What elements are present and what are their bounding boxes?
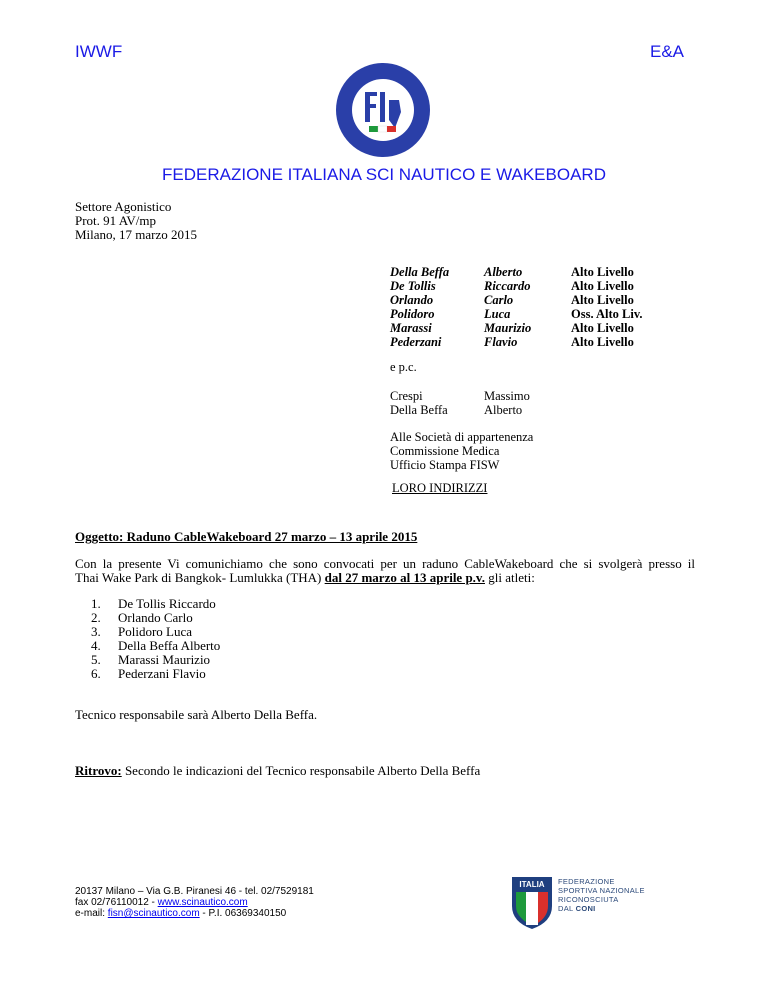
subject-line: Oggetto: Raduno CableWakeboard 27 marzo – 13 aprile 2015 [75,529,418,544]
body-dates: dal 27 marzo al 13 aprile p.v. [324,570,485,585]
cc-surnames [390,389,448,417]
list-item: 4. Della Beffa Alberto [91,638,221,653]
sender-office: Settore Agonistico [75,199,172,214]
list-item: 2. Orlando Carlo [91,610,193,625]
list-item: 3. Polidoro Luca [91,624,193,639]
body-paragraph [75,557,695,585]
cc-name: Massimo [484,389,530,403]
recipient-surname: Marassi [390,321,432,335]
recipient-name: Maurizio [484,321,532,335]
fisw-logo-graphic [333,60,433,160]
footer-contacts [75,886,314,919]
list-item: 6. Pederzani Flavio [91,666,206,681]
meeting-text: Secondo le indicazioni del Tecnico responsabile Alberto Della Beffa [121,763,481,778]
addresses-label: LORO INDIRIZZI [392,481,488,495]
recipient-level: Alto Livello [571,293,634,307]
body-line-1: Con la presente Vi comunichiamo che sono convocati per un raduno CableWakeboard che si svolgerà presso il [75,556,695,571]
footer-address: 20137 Milano – Via G.B. Piranesi 46 - tel. 02/7529181 [75,886,314,897]
sender-block [75,200,197,242]
cc-name: Alberto [484,403,523,417]
recipient-name: Riccardo [484,279,531,293]
recipients-names [484,265,531,349]
recipient-surname: De Tollis [390,279,436,293]
fisw-logo [333,60,433,160]
athletes-list [91,597,220,681]
footer-email-line: e-mail: fisn@scinautico.com - P.I. 06369340150 [75,908,287,919]
other-recipient: Ufficio Stampa FISW [390,458,500,472]
recipient-level: Alto Livello [571,321,634,335]
recipient-name: Luca [484,307,511,321]
meeting-label: Ritrovo: [75,763,122,778]
coni-shield-logo [511,876,553,930]
other-recipients [390,430,533,472]
federation-title: FEDERAZIONE ITALIANA SCI NAUTICO E WAKEBOARD [162,165,606,184]
recipient-surname: Della Beffa [390,265,450,279]
header-right: E&A [650,42,685,61]
sender-protocol: Prot. 91 AV/mp [75,213,157,228]
list-item: 5. Marassi Maurizio [91,652,211,667]
recipient-level: Alto Livello [571,279,634,293]
footer-fax-line: fax 02/76110012 - www.scinautico.com [75,897,248,908]
italia-badge-text: ITALIA [519,880,545,889]
recipient-name: Alberto [484,265,523,279]
recipient-level: Alto Livello [571,265,634,279]
recipients-levels [571,265,643,349]
coach-line: Tecnico responsabile sarà Alberto Della Beffa. [75,707,318,722]
coni-recognition: FEDERAZIONE SPORTIVA NAZIONALE RICONOSCIUTA DAL CONI [558,877,645,913]
recipient-name: Flavio [484,335,518,349]
list-item: 1. De Tollis Riccardo [91,596,216,611]
recipient-level: Alto Livello [571,335,634,349]
recipient-surname: Polidoro [390,307,435,321]
body-line-2 [75,571,695,585]
italia-shield-icon [511,876,553,930]
cc-label: e p.c. [390,360,417,374]
cc-surname: Crespi [390,389,423,403]
website-link[interactable]: www.scinautico.com [157,897,248,908]
recipient-name: Carlo [484,293,514,307]
sender-date: Milano, 17 marzo 2015 [75,227,198,242]
recipient-level: Oss. Alto Liv. [571,307,643,321]
cc-surname: Della Beffa [390,403,448,417]
body-venue: Thai Wake Park di Bangkok- Lumlukka (THA) [75,570,325,585]
body-athletes-intro: gli atleti: [484,570,535,585]
header-left: IWWF [75,42,123,61]
cc-names [484,389,530,417]
other-recipient: Commissione Medica [390,444,500,458]
other-recipient: Alle Società di appartenenza [390,430,534,444]
recipients-surnames [390,265,449,349]
email-link[interactable]: fisn@scinautico.com [107,908,200,919]
recipient-surname: Orlando [390,293,434,307]
recipient-surname: Pederzani [390,335,442,349]
meeting-line [75,764,480,778]
